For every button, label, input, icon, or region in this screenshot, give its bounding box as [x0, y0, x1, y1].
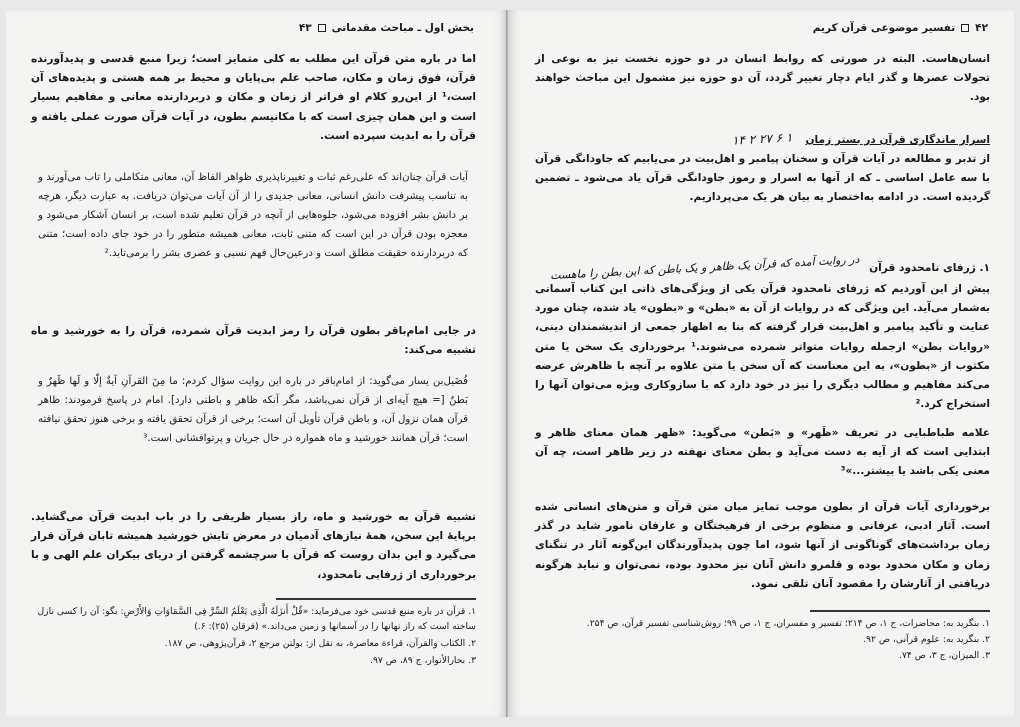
footnote: ۱. قرآن در باره منبع قدسی خود می‌فرماید: «قُلْ أَنزَلَهُ الَّذِی یَعْلَمُ السِّرَّ فِی السَّمَاوَاتِ وَالأَرْضِ: بگو: آن را کسی نازل ساخته است که راز نهانها را در آسمانها و زمین می‌داند.» (فرقان (۲۵): ۶.): [37, 606, 476, 632]
paragraph: تشبیه قرآن به خورشید و ماه، راز بسیار ظریفی را در باب ابدیت قرآن می‌گشاید. برپایهٔ این سخن، همهٔ نیازهای آدمیان در معرض تابش خورشید همیشه تابان قرآن قرار می‌گیرد و این بدان روست که قرآن با سرچشمه گرفتن از دریای بیکران علم الهی و با برخورداری از ژرفایی نامحدود،: [31, 511, 476, 581]
item-title-line: [535, 252, 990, 283]
paragraph: در جایی امام‌باقر بطون قرآن را رمز ابدیت قرآن شمرده، قرآن را به خورشید و ماه تشبیه می‌کند:: [31, 325, 476, 357]
page-header: [813, 22, 988, 34]
footnote: ۳. المیزان، ج ۳، ص ۷۴.: [899, 650, 990, 661]
paragraph: علامه طباطبایی در تعریف «ظَهر» و «بَطن» می‌گوید: «ظهر همان معنای ظاهر و ابتدایی است که از آیه به دست می‌آید و بطن معنای نهفته در زیر ظاهر است، چه آن معنی یکی باشد یا بیشتر...»³: [535, 427, 990, 478]
handwritten-annotation: در روایت آمده که قرآن یک ظاهر و یک باطن که این بطن را ماهست: [550, 252, 860, 283]
page-43: [6, 10, 506, 717]
paragraph: اما در باره متن قرآن این مطلب به کلی متمایز است؛ زیرا منبع قدسی و پدیدآورنده قرآن، فوق زمان و مکان، صاحب علم بی‌پایان و محیط بر همه هستی و پدیده‌های آن است،¹ از این‌رو کلام او فراتر از زمان و مکان و دربردارنده معانی و مفاهیم بسیار است و این همان چیزی است که با مکانیسم بطون، در آیات قرآن صورت عملی یافته و قرآن را به ابدیت سپرده است.: [31, 53, 476, 142]
header-title: بخش اول ـ مباحث مقدماتی: [331, 22, 474, 34]
header-separator-icon: [961, 24, 969, 32]
header-title: تفسیر موضوعی قرآن کریم: [812, 22, 956, 34]
block-quote: فُضَیل‌بن یسار می‌گوید: از امام‌باقر در باره این روایت سؤال کردم: ما مِنَ القرآنِ آیةٌ إلّا و لَها ظَهرٌ و بَطنٌ [= هیچ آیه‌ای از قرآن نمی‌باشد، مگر آنکه ظاهر و باطنی دارد]. امام در پاسخ فرمودند: ظاهر قرآن همان نزول آن، و باطن قرآن تأویل آن است؛ برخی از قرآن تحقق یافته و برخی هنوز تحقق نیافته است؛ قرآن همانند خورشید و ماه همواره در حال جریان و پرتوافشانی است.³: [38, 376, 468, 444]
footnote: ۱. بنگرید به: محاضرات، ج ۱، ص ۲۱۴؛ تفسیر و مفسران، ج ۱، ص ۹۹؛ روش‌شناسی تفسیر قرآن، ص ۲۵۴.: [586, 618, 990, 629]
item-title: ۱. ژرفای نامحدود قرآن: [869, 262, 990, 274]
paragraph: برخورداری آیات قرآن از بطون موجب تمایز میان متن قرآن و متن‌های انسانی شده است. آثار ادبی، عرفانی و منظوم برخی از فرهیختگان و عارفان نامور شاید در گذر زمان برداشت‌های گوناگونی از آنها شود، اما چون پدیدآورندگان این‌گونه آثار در تنگنای زمان و مکان محدود بوده و قلمرو دانش آنان نیز محدود بوده، نمی‌توان و نباید هرگونه دریافتی از آثارشان را مقصود آنان تلقی نمود.: [535, 501, 990, 590]
footnote: ۳. بحارالأنوار، ج ۸۹، ص ۹۷.: [370, 655, 476, 666]
handwritten-annotation: ۱ ۶ ۲۷ ۲ ۱۴: [731, 130, 793, 148]
paragraph: انسان‌هاست. البته در صورتی که روابط انسان در دو حوزه نخست نیز به نوعی از تحولات عصرها و گذر ایام دچار تغییر گردد، آن دو حوزه نیز مشمول این مباحث خواهند بود.: [535, 53, 990, 104]
page-42: [508, 10, 1014, 717]
paragraph: از تدبر و مطالعه در آیات قرآن و سخنان پیامبر و اهل‌بیت در می‌یابیم که جاودانگی قرآن با سه عامل اساسی ـ که از آنها به اسرار و رموز جاودانگی قرآن یاد می‌شود ـ تضمین گردیده است. در ادامه به‌اختصار به بیان هر یک می‌پردازیم.: [535, 153, 990, 204]
header-separator-icon: [318, 24, 326, 32]
footnote-divider: [810, 610, 990, 612]
section-heading: اسرار ماندگاری قرآن در بستر زمان: [805, 134, 990, 146]
footnote: ۲. بنگرید به: علوم قرآنی، ص ۹۲.: [863, 634, 990, 645]
page-number: ۴۳: [298, 22, 312, 34]
page-header: [299, 22, 474, 34]
section-heading-line: [535, 130, 990, 150]
footnote-divider: [276, 598, 476, 600]
footnote: ۲. الکتاب والقرآن، قراءة معاصرة، به نقل از: بولتن مرجع ۲، قرآن‌پژوهی، ص ۱۸۷.: [164, 638, 476, 649]
page-number: ۴۲: [975, 22, 988, 34]
paragraph: پیش از این آوردیم که ژرفای نامحدود قرآن یکی از ویژگی‌های ذاتی این کتاب آسمانی به‌شمار می‌آید. این ویژگی که در روایات از آن به «بطن» و «بطون» یاد شده، چنان مورد عنایت و تأکید پیامبر و اهل‌بیت قرار گرفته که بنا به اظهار جمعی از اندیشمندان دینی، «روایات بطن» ازجمله روایات متواتر شمرده می‌شوند.¹ برخورداری یک سخن یا متن مکتوب از «بطون»، به این معناست که آن سخن یا متن علاوه بر آنچه با ظاهرش عرضه می‌کند مفاهیم و مطالب دیگری را نیز در خود دارد که با سازوکاری ویژه می‌توان آنها را استخراج کرد.²: [535, 283, 990, 411]
block-quote: آیات قرآن چنان‌اند که علی‌رغم ثبات و تغییرناپذیری ظواهر الفاظ آن، معانی متکاملی را تاب می‌آورند و به تناسب پیشرفت دانش انسانی، معانی جدیدی را از آن آیات می‌توان دریافت. به عبارت دیگر، هرچه بر دانش بشر افزوده می‌شود، جلوه‌هایی از آنچه در قرآن تعلیم شده است، بر انسان آشکار می‌شود و معجزه بودن قرآن در این است که متنی ثابت، معانی همیشه متطور را در خود جای داده است؛ متنی که دربردارنده حقیقت مطلق است و درعین‌حال فهم نسبی و عصری بشر را برمی‌تابد.²: [38, 172, 468, 259]
